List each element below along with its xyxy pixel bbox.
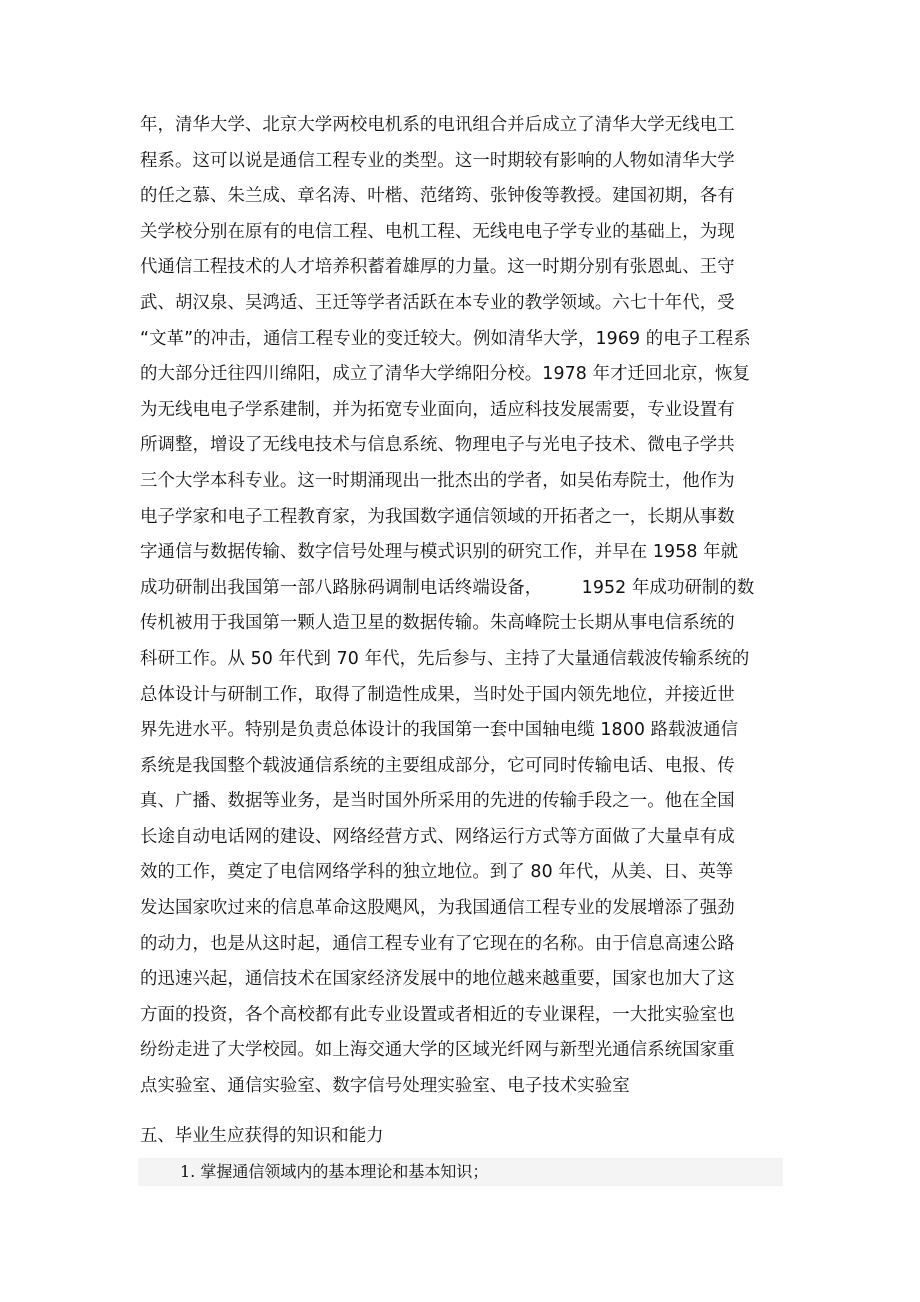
list-item — [138, 1158, 783, 1186]
paragraph-line: 为无线电电子学系建制，并为拓宽专业面向，适应科技发展需要，专业设置有 — [140, 399, 735, 420]
paragraph-line: 传机被用于我国第一颗人造卫星的数据传输。朱高峰院士长期从事电信系统的 — [140, 613, 735, 634]
paragraph-line: 发达国家吹过来的信息革命这股飓风，为我国通信工程专业的发展增添了强劲 — [140, 898, 735, 919]
paragraph-line: 点实验室、通信实验室、数字信号处理实验室、电子技术实验室 — [140, 1076, 630, 1097]
paragraph-line: 的任之慕、朱兰成、章名涛、叶楷、范绪筠、张钟俊等教授。建国初期，各有 — [140, 186, 735, 207]
paragraph-line: “文革”的冲击，通信工程专业的变迁较大。例如清华大学，1969 的电子工程系 — [140, 328, 751, 349]
paragraph-line: 方面的投资，各个高校都有此专业设置或者相近的专业课程，一大批实验室也 — [140, 1004, 735, 1025]
paragraph-line: 代通信工程技术的人才培养积蓄着雄厚的力量。这一时期分别有张恩虬、王守 — [140, 257, 735, 278]
paragraph-line: 所调整，增设了无线电技术与信息系统、物理电子与光电子技术、微电子学共 — [140, 435, 735, 456]
paragraph-line: 字通信与数据传输、数字信号处理与模式识别的研究工作，并早在 1958 年就 — [140, 542, 739, 563]
paragraph-line: 程系。这可以说是通信工程专业的类型。这一时期较有影响的人物如清华大学 — [140, 150, 735, 171]
paragraph-line: 武、胡汉泉、吴鸿适、王迁等学者活跃在本专业的教学领域。六七十年代，受 — [140, 292, 735, 313]
paragraph-line: 三个大学本科专业。这一时期涌现出一批杰出的学者，如吴佑寿院士，他作为 — [140, 470, 735, 491]
paragraph-line: 系统是我国整个载波通信系统的主要组成部分，它可同时传输电话、电报、传 — [140, 755, 735, 776]
section-heading: 五、毕业生应获得的知识和能力 — [140, 1126, 384, 1146]
paragraph-line: 总体设计与研制工作，取得了制造性成果，当时处于国内领先地位，并接近世 — [140, 684, 735, 705]
paragraph-line: 界先进水平。特别是负责总体设计的我国第一套中国轴电缆 1800 路载波通信 — [140, 720, 739, 741]
paragraph-line: 的迅速兴起，通信技术在国家经济发展中的地位越来越重要，国家也加大了这 — [140, 969, 735, 990]
paragraph-line: 纷纷走进了大学校园。如上海交通大学的区域光纤网与新型光通信系统国家重 — [140, 1040, 735, 1061]
paragraph-line: 长途自动电话网的建设、网络经营方式、网络运行方式等方面做了大量卓有成 — [140, 826, 735, 847]
paragraph-line: 关学校分别在原有的电信工程、电机工程、无线电电子学专业的基础上，为现 — [140, 221, 735, 242]
paragraph-line: 真、广播、数据等业务，是当时国外所采用的先进的传输手段之一。他在全国 — [140, 791, 735, 812]
paragraph-line: 的大部分迁往四川绵阳，成立了清华大学绵阳分校。1978 年才迁回北京，恢复 — [140, 364, 750, 385]
paragraph-line: 的动力，也是从这时起，通信工程专业有了它现在的名称。由于信息高速公路 — [140, 933, 735, 954]
paragraph-line: 成功研制出我国第一部八路脉码调制电话终端设备， 1952 年成功研制的数 — [140, 577, 755, 598]
paragraph-line: 科研工作。从 50 年代到 70 年代，先后参与、主持了大量通信载波传输系统的 — [140, 648, 750, 669]
body-paragraph — [140, 108, 790, 1105]
paragraph-line: 电子学家和电子工程教育家，为我国数字通信领域的开拓者之一，长期从事数 — [140, 506, 735, 527]
paragraph-line: 效的工作，奠定了电信网络学科的独立地位。到了 80 年代，从美、日、英等 — [140, 862, 734, 883]
paragraph-line: 年，清华大学、北京大学两校电机系的电讯组合并后成立了清华大学无线电工 — [140, 115, 735, 135]
list-item-text: 1. 掌握通信领域内的基本理论和基本知识； — [180, 1162, 489, 1181]
